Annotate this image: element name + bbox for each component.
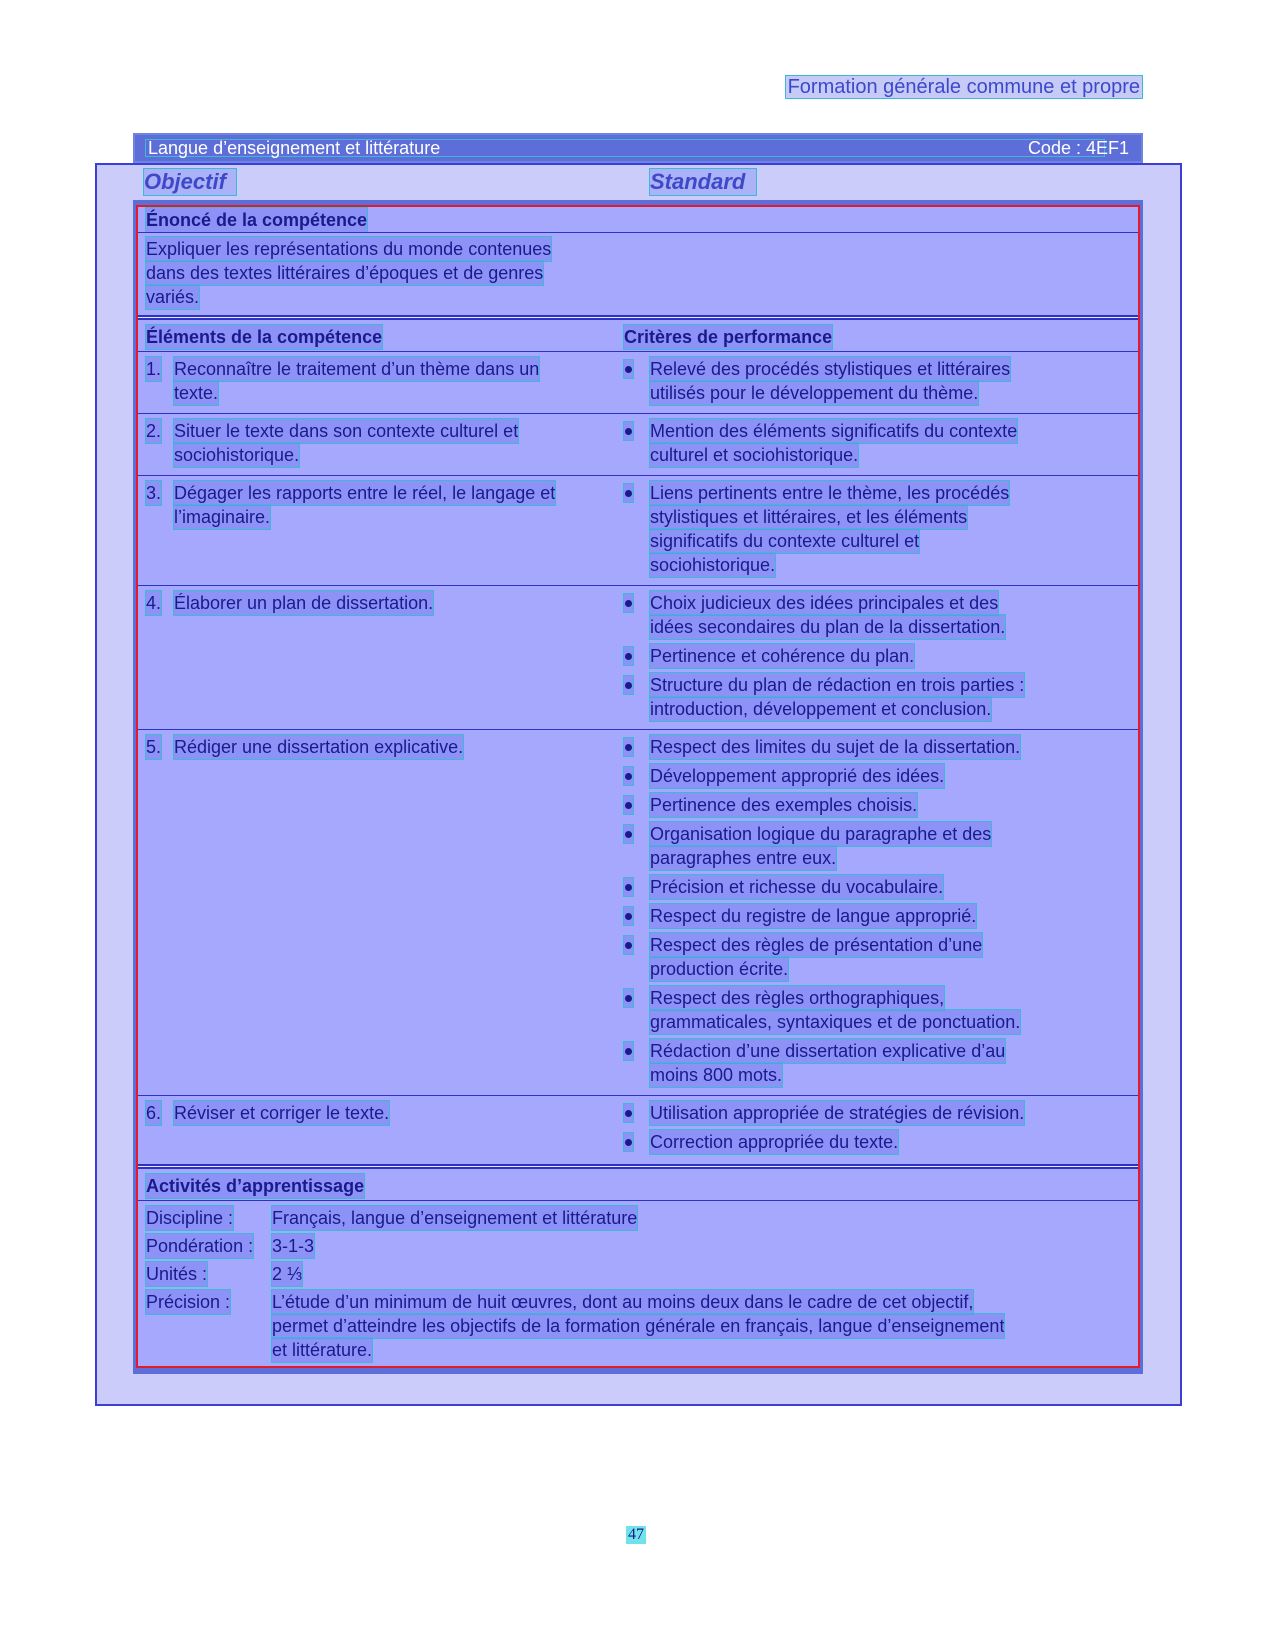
course-bar — [133, 133, 1143, 163]
standard-column-heading: Standard — [650, 169, 756, 195]
competence-table — [136, 205, 1140, 1368]
element-text: sociohistorique. — [174, 445, 300, 465]
activity-value: L’étude d’un minimum de huit œuvres, dont au moins deux dans le cadre de cet objectif, — [272, 1292, 974, 1312]
document-header-title: Formation générale commune et propre — [787, 76, 1140, 98]
statement-text: dans des textes littéraires d’époques et de genres — [146, 263, 544, 283]
statement-text: Expliquer les représentations du monde contenues — [146, 239, 552, 259]
criterion-text: Choix judicieux des idées principales et des — [650, 593, 999, 613]
element-text: Élaborer un plan de dissertation. — [174, 593, 434, 613]
course-code: Code : 4EF1 — [1027, 138, 1129, 158]
bullet-dot — [625, 1139, 632, 1146]
criterion-text: Développement approprié des idées. — [650, 766, 945, 786]
criterion-text: idées secondaires du plan de la dissertation. — [650, 617, 1006, 637]
criterion-text: moins 800 mots. — [650, 1065, 783, 1085]
element-number: 2. — [146, 421, 162, 441]
criterion-text: Pertinence et cohérence du plan. — [650, 646, 915, 666]
element-text: Situer le texte dans son contexte culturel et — [174, 421, 519, 441]
criterion-text: Rédaction d’une dissertation explicative d’au — [650, 1041, 1006, 1061]
element-number: 6. — [146, 1103, 162, 1123]
statement-text: variés. — [146, 287, 200, 307]
section-divider — [138, 1164, 1138, 1169]
element-number: 4. — [146, 593, 162, 613]
criterion-text: sociohistorique. — [650, 555, 776, 575]
element-text: Rédiger une dissertation explicative. — [174, 737, 464, 757]
activities-heading: Activités d’apprentissage — [146, 1176, 365, 1196]
activity-label: Précision : — [146, 1292, 231, 1312]
activity-value: Français, langue d’enseignement et littérature — [272, 1208, 638, 1228]
criterion-text: Respect des limites du sujet de la dissertation. — [650, 737, 1021, 757]
criterion-text: Respect du registre de langue approprié. — [650, 906, 977, 926]
activity-label: Pondération : — [146, 1236, 254, 1256]
criterion-text: Pertinence des exemples choisis. — [650, 795, 918, 815]
criterion-text: paragraphes entre eux. — [650, 848, 837, 868]
criterion-text: Utilisation appropriée de stratégies de révision. — [650, 1103, 1025, 1123]
criterion-text: Respect des règles de présentation d’une — [650, 935, 983, 955]
bullet-dot — [625, 773, 632, 780]
criterion-text: Correction appropriée du texte. — [650, 1132, 899, 1152]
bullet-dot — [625, 653, 632, 660]
row-divider — [138, 232, 1138, 233]
row-divider — [138, 475, 1138, 476]
elements-heading: Éléments de la compétence — [146, 327, 383, 347]
bullet-icon — [624, 1133, 633, 1151]
element-number: 3. — [146, 483, 162, 503]
bullet-icon — [624, 676, 633, 694]
criterion-text: Mention des éléments significatifs du contexte — [650, 421, 1018, 441]
bullet-icon — [624, 878, 633, 896]
row-divider — [138, 351, 1138, 352]
criterion-text: production écrite. — [650, 959, 789, 979]
element-text: Dégager les rapports entre le réel, le langage et — [174, 483, 556, 503]
bullet-icon — [624, 796, 633, 814]
bullet-icon — [624, 1104, 633, 1122]
element-number: 1. — [146, 359, 162, 379]
bullet-dot — [625, 995, 632, 1002]
bullet-dot — [625, 600, 632, 607]
bullet-icon — [624, 907, 633, 925]
row-divider — [138, 1200, 1138, 1201]
row-divider — [138, 1095, 1138, 1096]
criterion-text: Respect des règles orthographiques, — [650, 988, 945, 1008]
objective-column-heading: Objectif — [144, 169, 236, 195]
row-divider — [138, 585, 1138, 586]
bullet-icon — [624, 825, 633, 843]
course-name: Langue d’enseignement et littérature — [145, 139, 1105, 157]
section-divider — [138, 315, 1138, 320]
bullet-dot — [625, 802, 632, 809]
activity-value: et littérature. — [272, 1340, 373, 1360]
activity-label: Unités : — [146, 1264, 208, 1284]
bullet-dot — [625, 428, 632, 435]
criterion-text: Précision et richesse du vocabulaire. — [650, 877, 944, 897]
activity-value: 3-1-3 — [272, 1236, 315, 1256]
criterion-text: culturel et sociohistorique. — [650, 445, 859, 465]
element-text: texte. — [174, 383, 219, 403]
criterion-text: Relevé des procédés stylistiques et littéraires — [650, 359, 1011, 379]
activity-value: 2 ⅓ — [272, 1264, 303, 1284]
document-header — [742, 76, 1142, 100]
bullet-icon — [624, 647, 633, 665]
bullet-icon — [624, 484, 633, 502]
bullet-icon — [624, 422, 633, 440]
element-text: Reconnaître le traitement d’un thème dans un — [174, 359, 540, 379]
criterion-text: grammaticales, syntaxiques et de ponctuation. — [650, 1012, 1021, 1032]
bullet-dot — [625, 831, 632, 838]
bullet-dot — [625, 366, 632, 373]
page-number: 47 — [628, 1526, 644, 1543]
criterion-text: Liens pertinents entre le thème, les procédés — [650, 483, 1010, 503]
criterion-text: utilisés pour le développement du thème. — [650, 383, 979, 403]
bullet-dot — [625, 1110, 632, 1117]
row-divider — [138, 729, 1138, 730]
activity-value: permet d’atteindre les objectifs de la formation générale en français, langue d’enseignement — [272, 1316, 1005, 1336]
activity-label: Discipline : — [146, 1208, 234, 1228]
bullet-icon — [624, 989, 633, 1007]
bullet-icon — [624, 1042, 633, 1060]
bullet-icon — [624, 594, 633, 612]
bullet-dot — [625, 490, 632, 497]
bullet-dot — [625, 913, 632, 920]
criterion-text: Organisation logique du paragraphe et des — [650, 824, 992, 844]
element-text: Réviser et corriger le texte. — [174, 1103, 390, 1123]
bullet-dot — [625, 884, 632, 891]
element-text: l’imaginaire. — [174, 507, 271, 527]
bullet-icon — [624, 936, 633, 954]
statement-heading: Énoncé de la compétence — [146, 210, 368, 230]
bullet-dot — [625, 744, 632, 751]
bullet-icon — [624, 767, 633, 785]
row-divider — [138, 413, 1138, 414]
element-number: 5. — [146, 737, 162, 757]
bullet-dot — [625, 942, 632, 949]
bullet-icon — [624, 360, 633, 378]
bullet-icon — [624, 738, 633, 756]
criterion-text: Structure du plan de rédaction en trois parties : — [650, 675, 1025, 695]
criterion-text: significatifs du contexte culturel et — [650, 531, 920, 551]
bullet-dot — [625, 1048, 632, 1055]
criteria-heading: Critères de performance — [624, 327, 833, 347]
bullet-dot — [625, 682, 632, 689]
criterion-text: stylistiques et littéraires, et les éléments — [650, 507, 968, 527]
criterion-text: introduction, développement et conclusion. — [650, 699, 992, 719]
